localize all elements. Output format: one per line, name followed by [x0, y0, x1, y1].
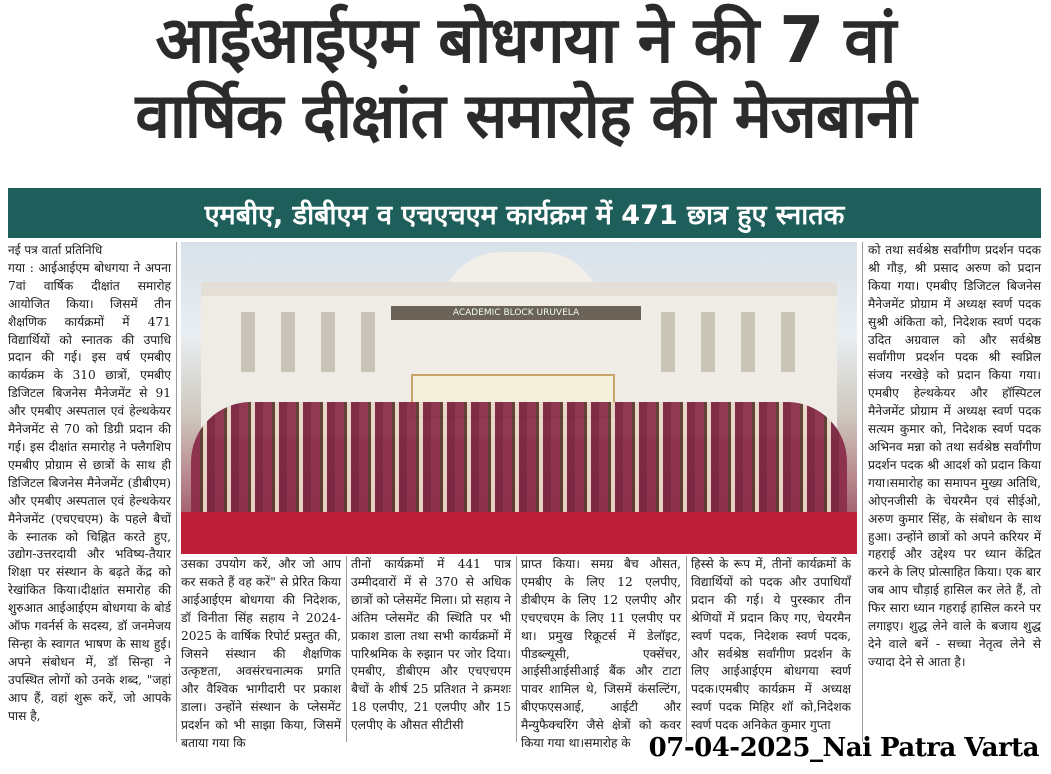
building-window — [661, 312, 675, 372]
headline-line-2: वार्षिक दीक्षांत समारोह की मेजबानी — [135, 79, 916, 153]
byline: नई पत्र वार्ता प्रतिनिधि — [8, 243, 103, 257]
article-column-6 — [868, 242, 1041, 732]
building-sign: ACADEMIC BLOCK URUVELA — [391, 306, 641, 320]
column-text: तीनों कार्यक्रमों में 441 पात्र उम्मीदवारों में से 370 से अधिक छात्रों को प्लेसमेंट मिला। प्रो सहाय ने अंतिम प्लेसमेंट की स्थिति पर भी प्रकाश डाला तथा सभी कार्यक्रमों में पारिश्रमिक के रुझान पर जोर दिया। एमबीए, डीबीएम और एचएचएम बैचों के शीर्ष 25 प्रतिशत ने क्रमशः 18 एलपीए, 21 एलपीए और 15 एलपीए के औसत सीटीसी — [351, 557, 511, 733]
building-window — [281, 312, 295, 372]
column-divider — [686, 556, 687, 742]
building-window — [321, 312, 335, 372]
column-text: हिस्से के रूप में, तीनों कार्यक्रमों के विद्यार्थियों को पदक और उपाधियाँ प्रदान की गई। ये पुरस्कार तीन श्रेणियों में प्रदान किए गए, चेयरमैन स्वर्ण पदक, निदेशक स्वर्ण पदक, और सर्वश्रेष्ठ सर्वांगीण प्रदर्शन के लिए आईआईएम बोधगया स्वर्ण पदक।एमबीए कार्यक्रम में अध्यक्ष स्वर्ण पदक मिहिर शॉ को,निदेशक स्वर्ण पदक अनिकेत कुमार गुप्ता — [691, 557, 851, 733]
column-divider — [862, 242, 863, 742]
graduates-crowd — [191, 402, 847, 522]
article-column-1 — [8, 242, 171, 742]
building-window — [361, 312, 375, 372]
building-window — [241, 312, 255, 372]
convocation-group-photo — [181, 242, 857, 554]
subheadline-bar — [8, 188, 1041, 238]
article-column-2 — [181, 556, 341, 751]
headline-line-1: आईआईएम बोधगया ने की 7 वां — [155, 4, 896, 78]
headline — [0, 4, 1051, 153]
subheadline: एमबीए, डीबीएम व एचएचएम कार्यक्रम में 471 छात्र हुए स्नातक — [204, 199, 845, 231]
article-column-3 — [351, 556, 511, 742]
building-window — [741, 312, 755, 372]
column-text: गया : आईआईएम बोधगया ने अपना 7वां वार्षिक दीक्षांत समारोह आयोजित किया। जिसमें तीन शैक्षणिक कार्यक्रमों में 471 विद्यार्थियों को स्नातक की उपाधि प्रदान की गई। इस वर्ष एमबीए कार्यक्रम के 310 छात्रों, एमबीए डिजिटल बिजनेस मैनेजमेंट से 91 और एमबीए अस्पताल एवं हेल्थकेयर मैनेजमेंट से 70 को डिग्री प्रदान की गई। इस दीक्षांत समारोह ने फ्लैगशिप एमबीए प्रोग्राम से छात्रों के साथ ही डिजिटल बिजनेस मैनेजमेंट (डीबीएम) और एमबीए अस्पताल एवं हेल्थकेयर मैनेजमेंट (एचएचएम) के पहले बैचों के स्नातक को चिह्नित करते हुए, उद्योग-उत्तरदायी और भविष्य-तैयार शिक्षा पर संस्थान के बढ़ते केंद्र को रेखांकित किया।दीक्षांत समारोह की शुरुआत आईआईएम बोधगया के बोर्ड ऑफ गवर्नर्स के सदस्य, डॉ जनमेजय सिन्हा के स्वागत भाषण के साथ हुई। अपने संबोधन में, डॉ सिन्हा ने उपस्थित लोगों को उनके शब्द, "जहां आप हैं, वहां शुरू करें, जो आपके पास है, — [8, 260, 171, 723]
column-divider — [516, 556, 517, 742]
building-window — [701, 312, 715, 372]
column-text: को तथा सर्वश्रेष्ठ सर्वांगीण प्रदर्शन पदक श्री गौड़, श्री प्रसाद अरुण को प्रदान किया गया। एमबीए डिजिटल बिजनेस मैनेजमेंट प्रोग्राम में अध्यक्ष स्वर्ण पदक सुश्री अंकिता को, निदेशक स्वर्ण पदक उदित अग्रवाल को और सर्वश्रेष्ठ सर्वांगीण प्रदर्शन पदक श्री स्वप्निल संजय नरखेड़े को प्रदान किया गया। एमबीए हेल्थकेयर और हॉस्पिटल मैनेजमेंट प्रोग्राम में अध्यक्ष स्वर्ण पदक सत्यम कुमार को, निदेशक स्वर्ण पदक अभिनव मन्ना को तथा सर्वश्रेष्ठ सर्वांगीण प्रदर्शन पदक श्री आदर्श को प्रदान किया गया।समारोह का समापन मुख्य अतिथि, ओएनजीसी के चेयरमैन एवं सीईओ, अरुण कुमार सिंह, के संबोधन के साथ हुआ। उन्होंने छात्रों को अपने करियर में गहराई और उद्देश्य पर ध्यान केंद्रित करने के लिए प्रोत्साहित किया। एक बार जब आप चौड़ाई हासिल कर लेते हैं, तो फिर सारा ध्यान गहराई हासिल करने पर लगाइए। शुद्ध लेने वाले के बजाय शुद्ध देने वाले बनें - सच्चा नेतृत्व लेने से ज्यादा देने से आता है। — [868, 243, 1041, 669]
column-divider — [346, 556, 347, 742]
column-text: प्राप्त किया। समग्र बैच औसत, एमबीए के लिए 12 एलपीए, डीबीएम के लिए 12 एलपीए और एचएचएम के लिए 11 एलपीए पर था। प्रमुख रिक्रूटर्स में डेलॉइट, पीडब्ल्यूसी, एक्सेंचर, आईसीआईसीआई बैंक और टाटा पावर शामिल थे, जिसमें कंसल्टिंग, बीएफएसआई, आईटी और मैन्युफैक्चरिंग जैसे क्षेत्रों को कवर किया गया था।समारोह के — [521, 557, 681, 751]
article-column-5 — [691, 556, 851, 742]
dateline: 07-04-2025_Nai Patra Varta — [648, 733, 1039, 763]
building-window — [781, 312, 795, 372]
column-text: उसका उपयोग करें, और जो आप कर सकते हैं वह करें" से प्रेरित किया आईआईएम बोधगया की निदेशक, डॉ विनीता सिंह सहाय ने 2024-2025 के वार्षिक रिपोर्ट प्रस्तुत की, जिसने संस्थान की शैक्षणिक उत्कृष्टता, अवसंरचनात्मक प्रगति और वैश्विक भागीदारी पर प्रकाश डाला। उन्होंने संस्थान के प्लेसमेंट प्रदर्शन को भी साझा किया, जिसमें बताया गया कि — [181, 557, 341, 751]
red-carpet — [181, 512, 857, 554]
article-column-4 — [521, 556, 681, 751]
column-divider — [176, 242, 177, 742]
